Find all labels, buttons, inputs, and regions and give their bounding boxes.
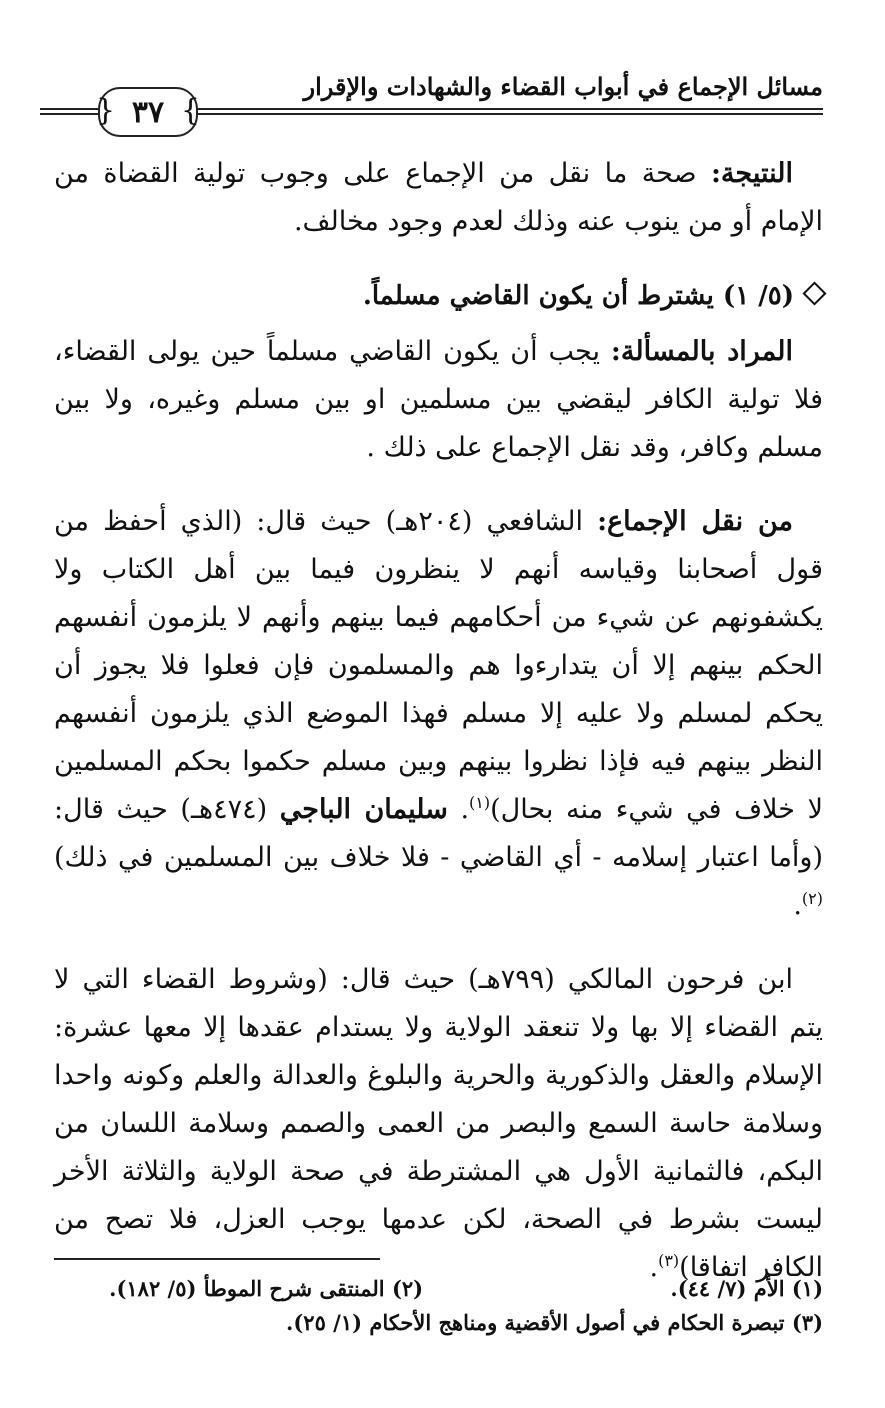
result-text: صحة ما نقل من الإجماع على وجوب تولية القضاة من الإمام أو من ينوب عنه وذلك لعدم وجود مخالف. bbox=[54, 158, 823, 237]
running-title: مسائل الإجماع في أبواب القضاء والشهادات والإقرار bbox=[303, 72, 823, 101]
main-text bbox=[54, 150, 823, 1292]
footnote-separator bbox=[54, 1258, 380, 1260]
result-paragraph bbox=[54, 150, 823, 246]
ibn-farhun-quote: ابن فرحون المالكي (٧٩٩هـ) حيث قال: (وشروط القضاء التي لا يتم القضاء إلا بها ولا تنعقد الولاية ولا يستدام عقدها إلا معها عشرة: الإسلام والعقل والذكورية والحرية والبلوغ والعدالة والعلم وكونه واحدا وسلامة حاسة السمع والبصر من العمى والصمم وسلامة اللسان من البكم، فالثمانية الأول هي المشترطة في صحة الولاية والثلاثة الأخر ليست بشرط في الصحة، لكن عدمها يوجب العزل، فلا تصح من الكافر اتفاقا) bbox=[54, 964, 824, 1283]
transmitters-paragraph bbox=[54, 498, 823, 930]
issue-heading bbox=[54, 272, 823, 320]
footnote-ref-1[interactable]: (١) bbox=[469, 793, 491, 812]
footnote-3: (٣) تبصرة الحكام في أصول الأقضية ومناهج الأحكام (١/ ٢٥). bbox=[286, 1310, 823, 1335]
diamond-bullet-icon bbox=[802, 281, 826, 305]
separator-text: . bbox=[447, 794, 470, 825]
baji-quote: (٤٧٤هـ) حيث قال: (وأما اعتبار إسلامه - أي القاضي - فلا خلاف بين المسلمين في ذلك) bbox=[54, 794, 823, 873]
footnote-ref-3[interactable]: (٣) bbox=[658, 1251, 680, 1270]
period-text: . bbox=[793, 890, 802, 921]
footnote-1: (١) الأم (٧/ ٤٤). bbox=[670, 1276, 823, 1301]
footnote-ref-2[interactable]: (٢) bbox=[801, 889, 823, 908]
shafii-quote: الشافعي (٢٠٤هـ) حيث قال: (الذي أحفظ من قول أصحابنا وقياسه أنهم لا ينظرون فيما بين أهل الكتاب ولا يكشفونهم عن شيء من أحكامهم فيما بينهم وأنهم لا يلزمون أنفسهم الحكم بينهم إلا أن يتدارءوا هم والمسلمون فإن فعلوا فلا يجوز أن يحكم لمسلم ولا عليه إلا مسلم فهذا الموضع الذي يلزمون أنفسهم النظر بينهم فيه فإذا نظروا بينهم وبين مسلم حكموا بحكم المسلمين لا خلاف في شيء منه بحال) bbox=[54, 506, 823, 825]
period-text-2: . bbox=[649, 1252, 659, 1283]
result-lead: النتيجة: bbox=[710, 158, 793, 189]
meaning-paragraph bbox=[54, 328, 823, 472]
baji-name: سليمان الباجي bbox=[279, 794, 448, 825]
meaning-lead: المراد بالمسألة: bbox=[610, 336, 793, 367]
meaning-text: يجب أن يكون القاضي مسلماً حين يولى القضاء، فلا تولية الكافر ليقضي بين مسلمين او بين مسلم وغيره، ولا بين مسلم وكافر، وقد نقل الإجماع على ذلك . bbox=[54, 336, 823, 463]
page-number-badge bbox=[98, 87, 198, 137]
issue-heading-text: (٥/ ١) يشترط أن يكون القاضي مسلماً. bbox=[362, 281, 794, 311]
ibn-farhun-paragraph bbox=[54, 956, 823, 1292]
page-number: { ٣٧ bbox=[131, 94, 165, 130]
transmitters-lead: من نقل الإجماع: bbox=[597, 506, 793, 537]
footnote-2: (٢) المنتقى شرح الموطأ (٥/ ١٨٢). bbox=[109, 1276, 424, 1301]
footnote-row bbox=[54, 1272, 823, 1306]
footnotes bbox=[54, 1272, 823, 1340]
